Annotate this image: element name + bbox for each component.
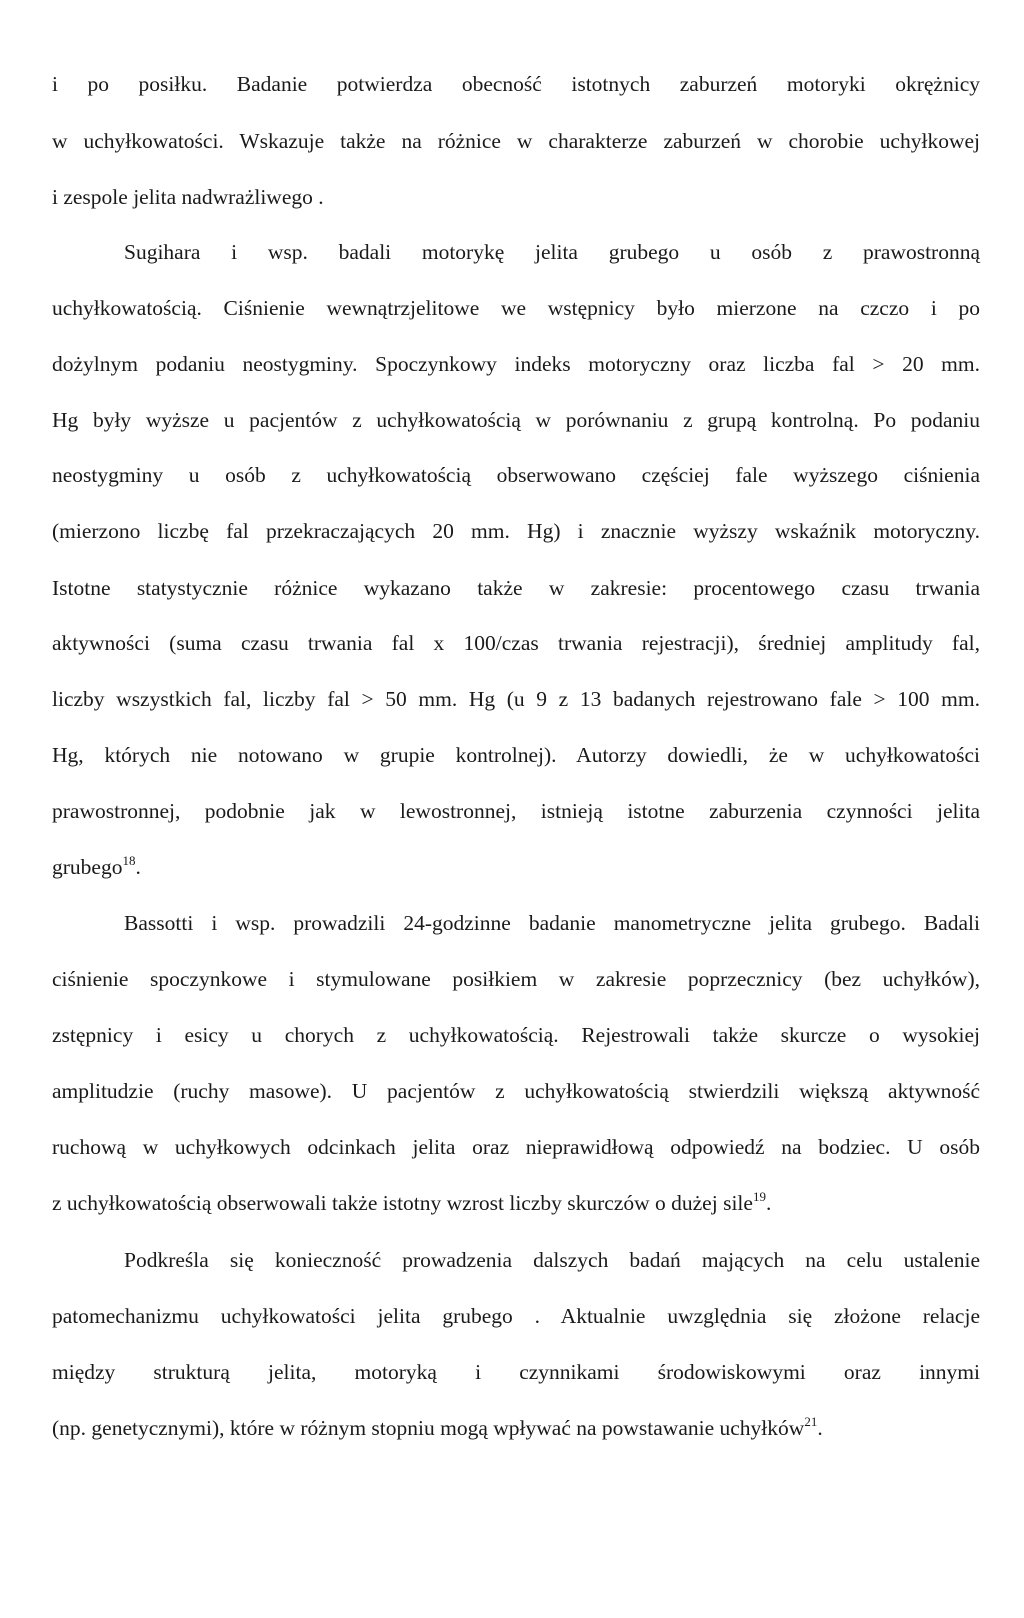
text-line: zstępnicy i esicy u chorych z uchyłkowatością. Rejestrowali także skurcze o wysokiej [52, 1023, 980, 1047]
text-line: Bassotti i wsp. prowadzili 24-godzinne badanie manometryczne jelita grubego. Badali [124, 911, 980, 935]
line-text: . [765, 1191, 772, 1215]
text-line: w uchyłkowatości. Wskazuje także na różnice w charakterze zaburzeń w chorobie uchyłkowej [52, 129, 980, 153]
text-line: ruchową w uchyłkowych odcinkach jelita oraz nieprawidłową odpowiedź na bodziec. U osób [52, 1135, 980, 1159]
footnote-ref: 18 [122, 853, 136, 868]
text-line: Sugihara i wsp. badali motorykę jelita grubego u osób z prawostronną [124, 240, 980, 264]
text-line: prawostronnej, podobnie jak w lewostronnej, istnieją istotne zaburzenia czynności jelita [52, 799, 980, 823]
text-line: (mierzono liczbę fal przekraczających 20 mm. Hg) i znacznie wyższy wskaźnik motoryczny. [52, 519, 980, 543]
text-line: i zespole jelita nadwrażliwego . [52, 185, 324, 209]
text-line: patomechanizmu uchyłkowatości jelita grubego . Aktualnie uwzględnia się złożone relacje [52, 1304, 980, 1328]
text-line: liczby wszystkich fal, liczby fal > 50 mm. Hg (u 9 z 13 badanych rejestrowano fale > 100 mm. [52, 687, 980, 711]
text-line: dożylnym podaniu neostygminy. Spoczynkowy indeks motoryczny oraz liczba fal > 20 mm. [52, 352, 980, 376]
text-line [52, 1414, 823, 1440]
text-line [52, 1189, 772, 1215]
line-text: . [817, 1416, 823, 1440]
text-line: neostygminy u osób z uchyłkowatością obserwowano częściej fale wyższego ciśnienia [52, 463, 980, 487]
text-line: ciśnienie spoczynkowe i stymulowane posiłkiem w zakresie poprzecznicy (bez uchyłków), [52, 967, 980, 991]
text-line: amplitudzie (ruchy masowe). U pacjentów z uchyłkowatością stwierdzili większą aktywność [52, 1079, 980, 1103]
line-text: (np. genetycznymi), które w różnym stopniu mogą wpływać na powstawanie uchyłków [52, 1416, 805, 1440]
text-line: aktywności (suma czasu trwania fal x 100/czas trwania rejestracji), średniej amplitudy fal, [52, 631, 980, 655]
footnote-ref: 19 [752, 1189, 766, 1204]
line-text: grubego [52, 855, 123, 879]
footnote-ref: 21 [804, 1414, 818, 1429]
text-line: uchyłkowatością. Ciśnienie wewnątrzjelitowe we wstępnicy było mierzone na czczo i po [52, 296, 980, 320]
line-text: z uchyłkowatością obserwowali także istotny wzrost liczby skurczów o dużej sile [52, 1191, 753, 1215]
text-line [52, 853, 141, 879]
text-line: Hg były wyższe u pacjentów z uchyłkowatością w porównaniu z grupą kontrolną. Po podaniu [52, 408, 980, 432]
text-line: Podkreśla się konieczność prowadzenia dalszych badań mających na celu ustalenie [124, 1248, 980, 1272]
text-line: Istotne statystycznie różnice wykazano także w zakresie: procentowego czasu trwania [52, 576, 980, 600]
text-line: między strukturą jelita, motoryką i czynnikami środowiskowymi oraz innymi [52, 1360, 980, 1384]
text-line: i po posiłku. Badanie potwierdza obecność istotnych zaburzeń motoryki okrężnicy [52, 72, 980, 96]
line-text: . [135, 855, 141, 879]
text-line: Hg, których nie notowano w grupie kontrolnej). Autorzy dowiedli, że w uchyłkowatości [52, 743, 980, 767]
